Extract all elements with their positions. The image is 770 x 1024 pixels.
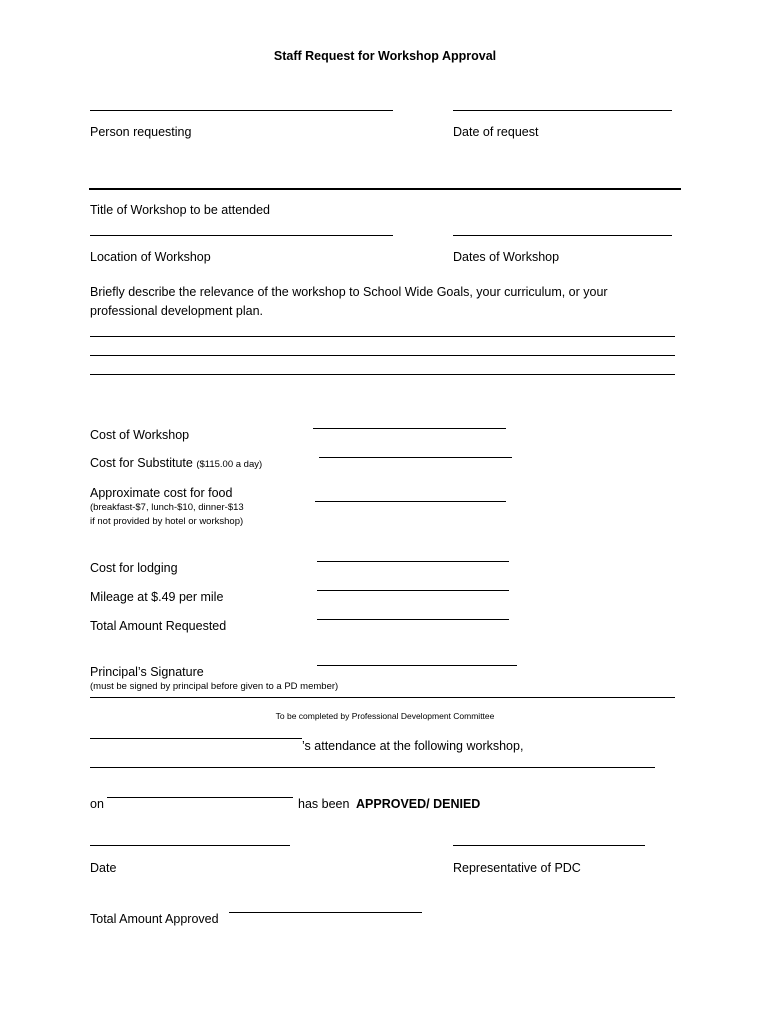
- relevance-answer-line[interactable]: [90, 355, 675, 356]
- dates-field[interactable]: [453, 235, 672, 236]
- relevance-answer-line[interactable]: [90, 336, 675, 337]
- decision-date-field[interactable]: [107, 797, 293, 798]
- pdc-representative-label: Representative of PDC: [453, 861, 581, 875]
- substitute-rate-note: ($115.00 a day): [196, 459, 263, 470]
- committee-section-note: To be completed by Professional Development Committee: [275, 711, 495, 721]
- principal-signature-field[interactable]: [317, 665, 517, 666]
- cost-substitute-text: Cost for Substitute: [90, 456, 193, 470]
- cost-workshop-field[interactable]: [313, 428, 506, 429]
- approved-denied-text: APPROVED/ DENIED: [356, 797, 481, 811]
- mileage-field[interactable]: [317, 590, 509, 591]
- food-cost-field[interactable]: [315, 501, 506, 502]
- has-been-label: has been: [298, 797, 350, 811]
- workshop-name-field[interactable]: [90, 767, 655, 768]
- cost-workshop-label: Cost of Workshop: [90, 428, 190, 442]
- relevance-answer-line[interactable]: [90, 374, 675, 375]
- food-cost-label: Approximate cost for food: [90, 486, 233, 500]
- mileage-label: Mileage at $.49 per mile: [90, 590, 224, 604]
- food-cost-note-line1: (breakfast-$7, lunch-$10, dinner-$13: [90, 502, 244, 513]
- attendance-text: ’s attendance at the following workshop,: [302, 739, 524, 753]
- staff-name-field[interactable]: [90, 738, 302, 739]
- dates-label: Dates of Workshop: [453, 250, 560, 264]
- principal-signature-label: Principal’s Signature: [90, 665, 204, 679]
- relevance-prompt-line2: professional development plan.: [90, 304, 264, 318]
- total-requested-label: Total Amount Requested: [90, 619, 227, 633]
- total-approved-label: Total Amount Approved: [90, 912, 219, 926]
- workshop-title-label: Title of Workshop to be attended: [90, 203, 270, 217]
- cost-substitute-label: [90, 455, 262, 471]
- total-approved-field[interactable]: [229, 912, 422, 913]
- date-label: Date: [90, 861, 117, 875]
- person-requesting-label: Person requesting: [90, 125, 192, 139]
- person-requesting-field[interactable]: [90, 110, 393, 111]
- pdc-representative-field[interactable]: [453, 845, 645, 846]
- relevance-prompt-line1: Briefly describe the relevance of the workshop to School Wide Goals, your curriculum, or your: [90, 285, 608, 299]
- location-label: Location of Workshop: [90, 250, 211, 264]
- committee-divider: [90, 697, 675, 698]
- cost-substitute-field[interactable]: [319, 457, 512, 458]
- principal-signature-note: (must be signed by principal before given to a PD member): [90, 681, 339, 692]
- form-title: Staff Request for Workshop Approval: [273, 49, 497, 63]
- total-requested-field[interactable]: [317, 619, 509, 620]
- food-cost-note-line2: if not provided by hotel or workshop): [90, 516, 244, 527]
- on-label: on: [90, 797, 104, 811]
- date-of-request-field[interactable]: [453, 110, 672, 111]
- lodging-label: Cost for lodging: [90, 561, 178, 575]
- location-field[interactable]: [90, 235, 393, 236]
- date-of-request-label: Date of request: [453, 125, 539, 139]
- date-signature-field[interactable]: [90, 845, 290, 846]
- section-divider: [89, 188, 681, 190]
- lodging-field[interactable]: [317, 561, 509, 562]
